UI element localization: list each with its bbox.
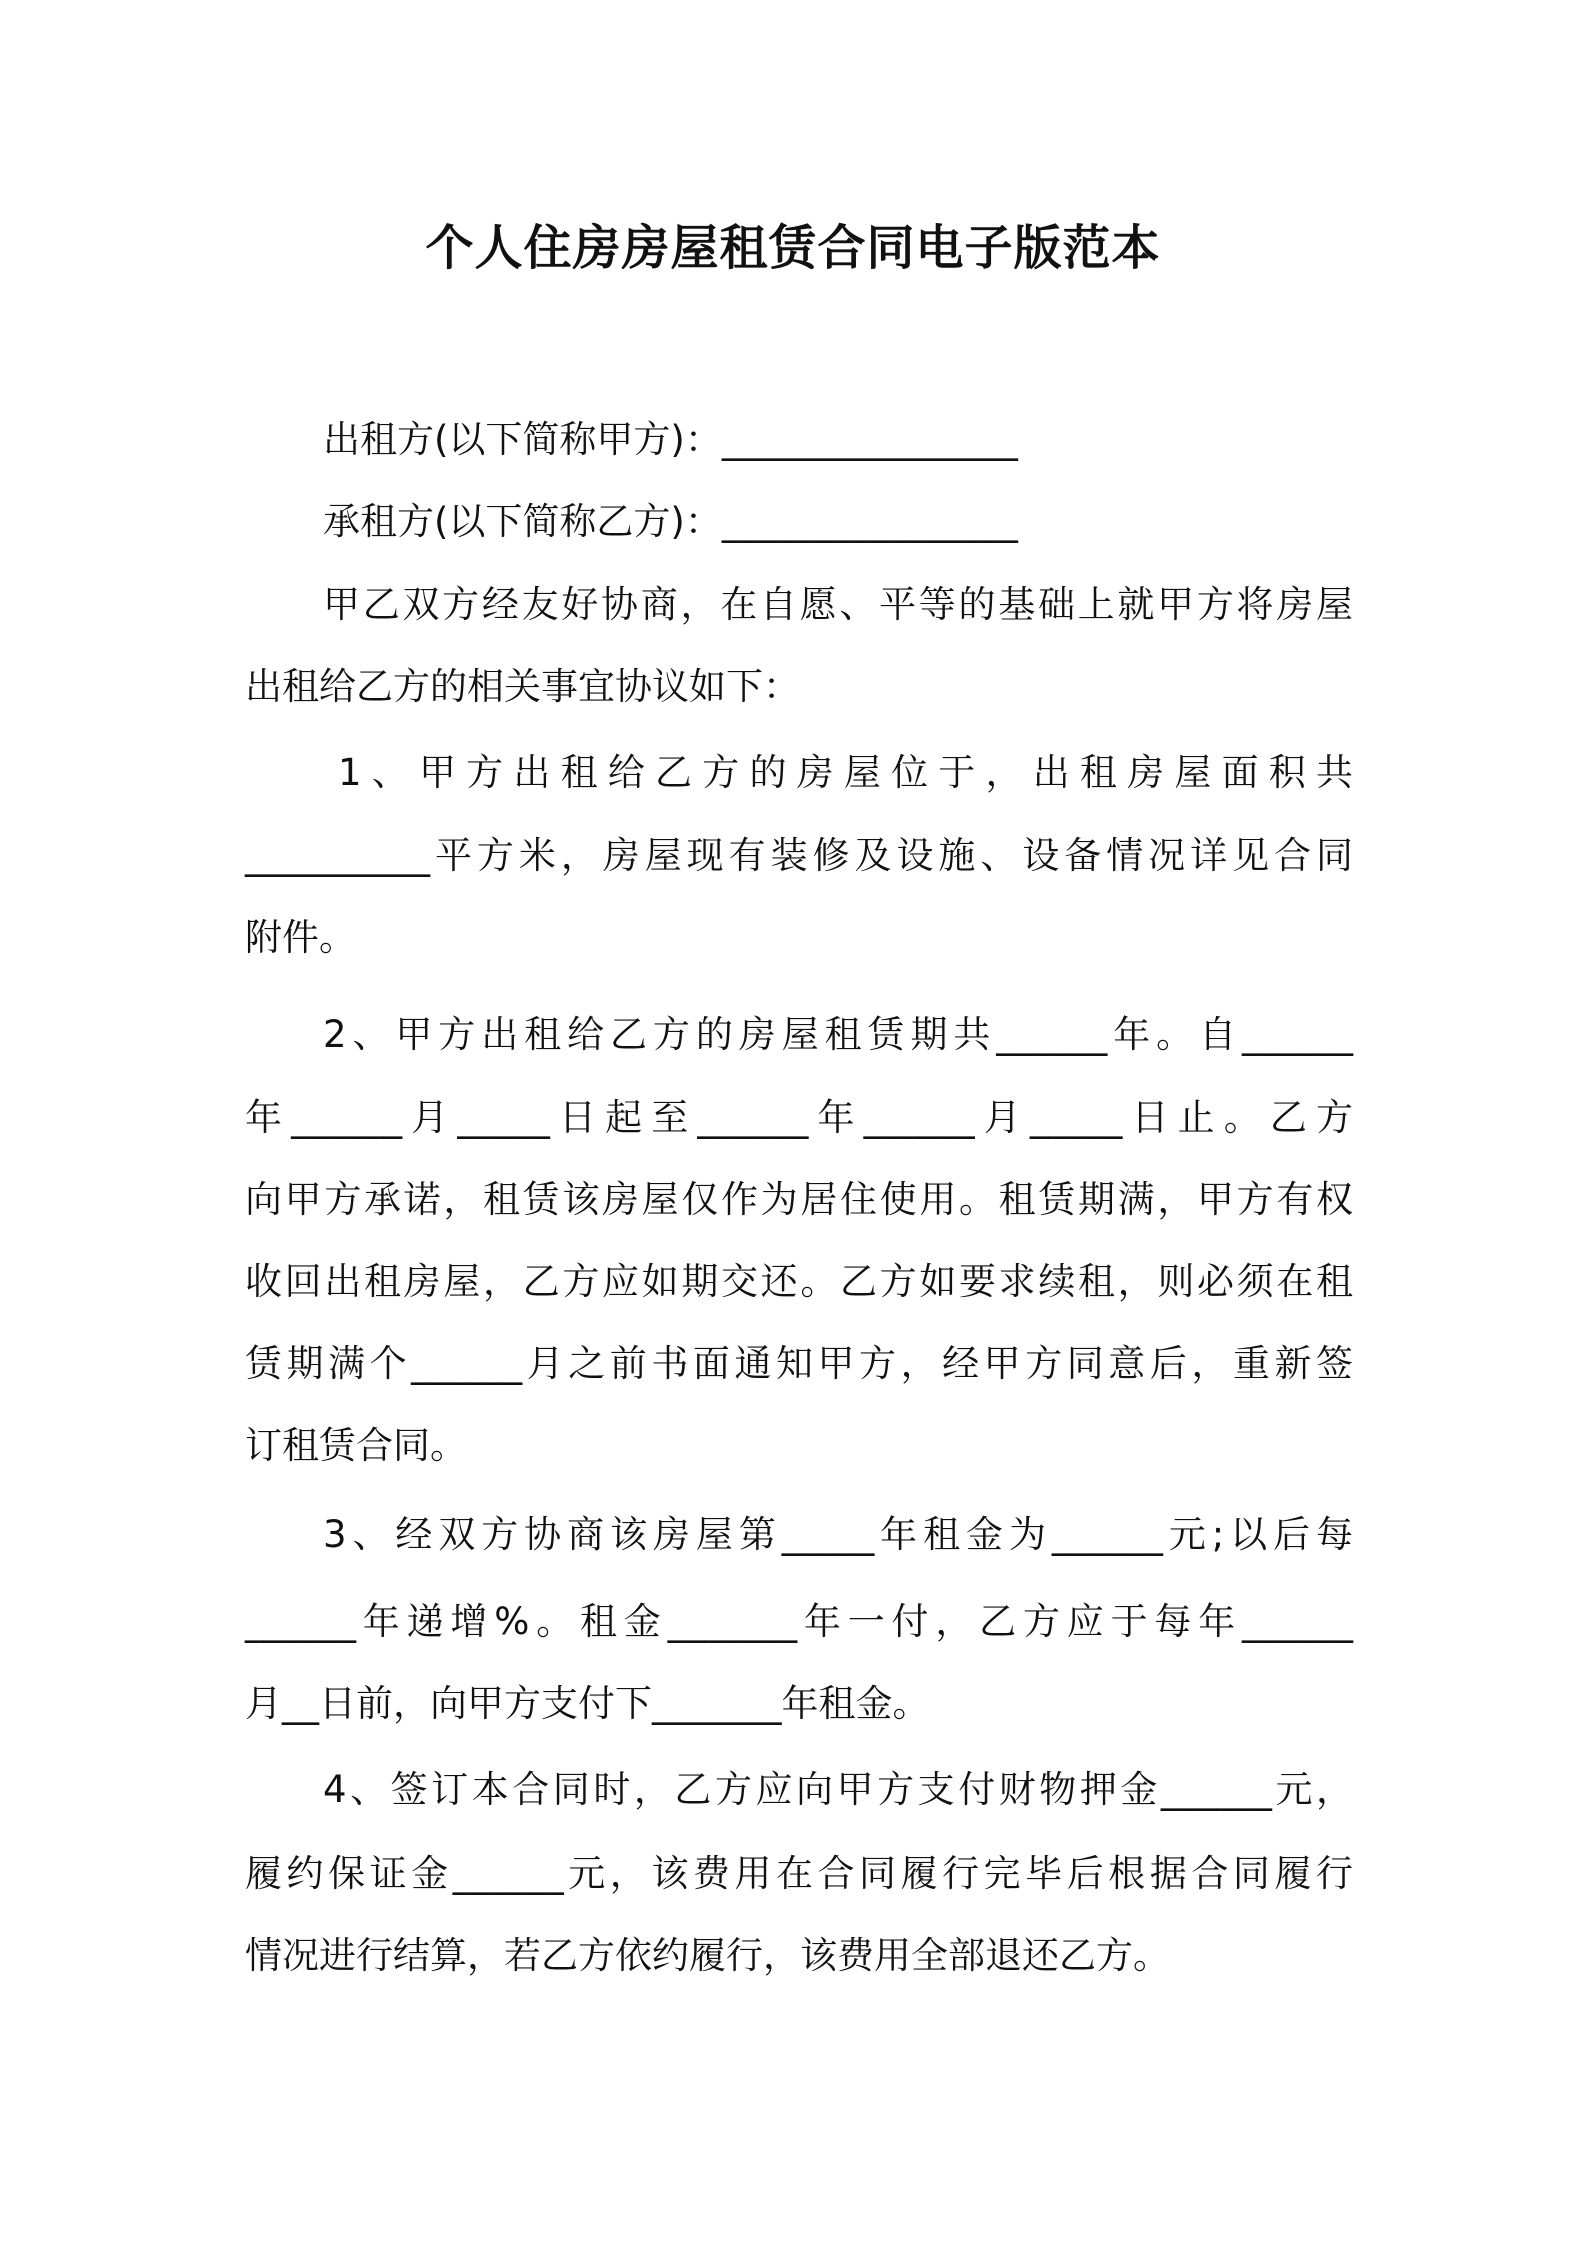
clause4-line-2: 履约保证金______元，该费用在合同履行完毕后根据合同履行 — [245, 1852, 1353, 1895]
clause1-line-1: 1、甲方出租给乙方的房屋位于，出租房屋面积共 — [338, 751, 1353, 794]
clause3-line-2: ______年递增%。租金_______年一付，乙方应于每年______ — [245, 1600, 1353, 1643]
clause2-line-5: 赁期满个______月之前书面通知甲方，经甲方同意后，重新签 — [245, 1342, 1353, 1385]
intro-line-2: 出租给乙方的相关事宜协议如下： — [245, 665, 800, 708]
intro-line-1: 甲乙双方经友好协商，在自愿、平等的基础上就甲方将房屋 — [323, 583, 1353, 626]
clause3-line-3: 月__日前，向甲方支付下_______年租金。 — [245, 1682, 930, 1725]
party-a-line: 出租方(以下简称甲方)：________________ — [323, 418, 1018, 461]
party-b-line: 承租方(以下简称乙方)：________________ — [323, 500, 1018, 543]
clause3-line-1: 3、经双方协商该房屋第_____年租金为______元;以后每 — [323, 1513, 1353, 1556]
clause2-line-1: 2、甲方出租给乙方的房屋租赁期共______年。自______ — [323, 1013, 1353, 1056]
clause2-line-3: 向甲方承诺，租赁该房屋仅作为居住使用。租赁期满，甲方有权 — [245, 1178, 1353, 1221]
clause2-line-6: 订租赁合同。 — [245, 1424, 467, 1467]
clause1-line-2: __________平方米，房屋现有装修及设施、设备情况详见合同 — [245, 834, 1353, 877]
clause1-line-3: 附件。 — [245, 916, 356, 959]
clause2-line-2: 年______月_____日起至______年______月_____日止。乙方 — [245, 1096, 1353, 1139]
clause4-line-1: 4、签订本合同时，乙方应向甲方支付财物押金______元， — [323, 1768, 1353, 1811]
clause4-line-3: 情况进行结算，若乙方依约履行，该费用全部退还乙方。 — [245, 1934, 1170, 1977]
document-title: 个人住房房屋租赁合同电子版范本 — [425, 220, 1161, 276]
clause2-line-4: 收回出租房屋，乙方应如期交还。乙方如要求续租，则必须在租 — [245, 1260, 1353, 1303]
